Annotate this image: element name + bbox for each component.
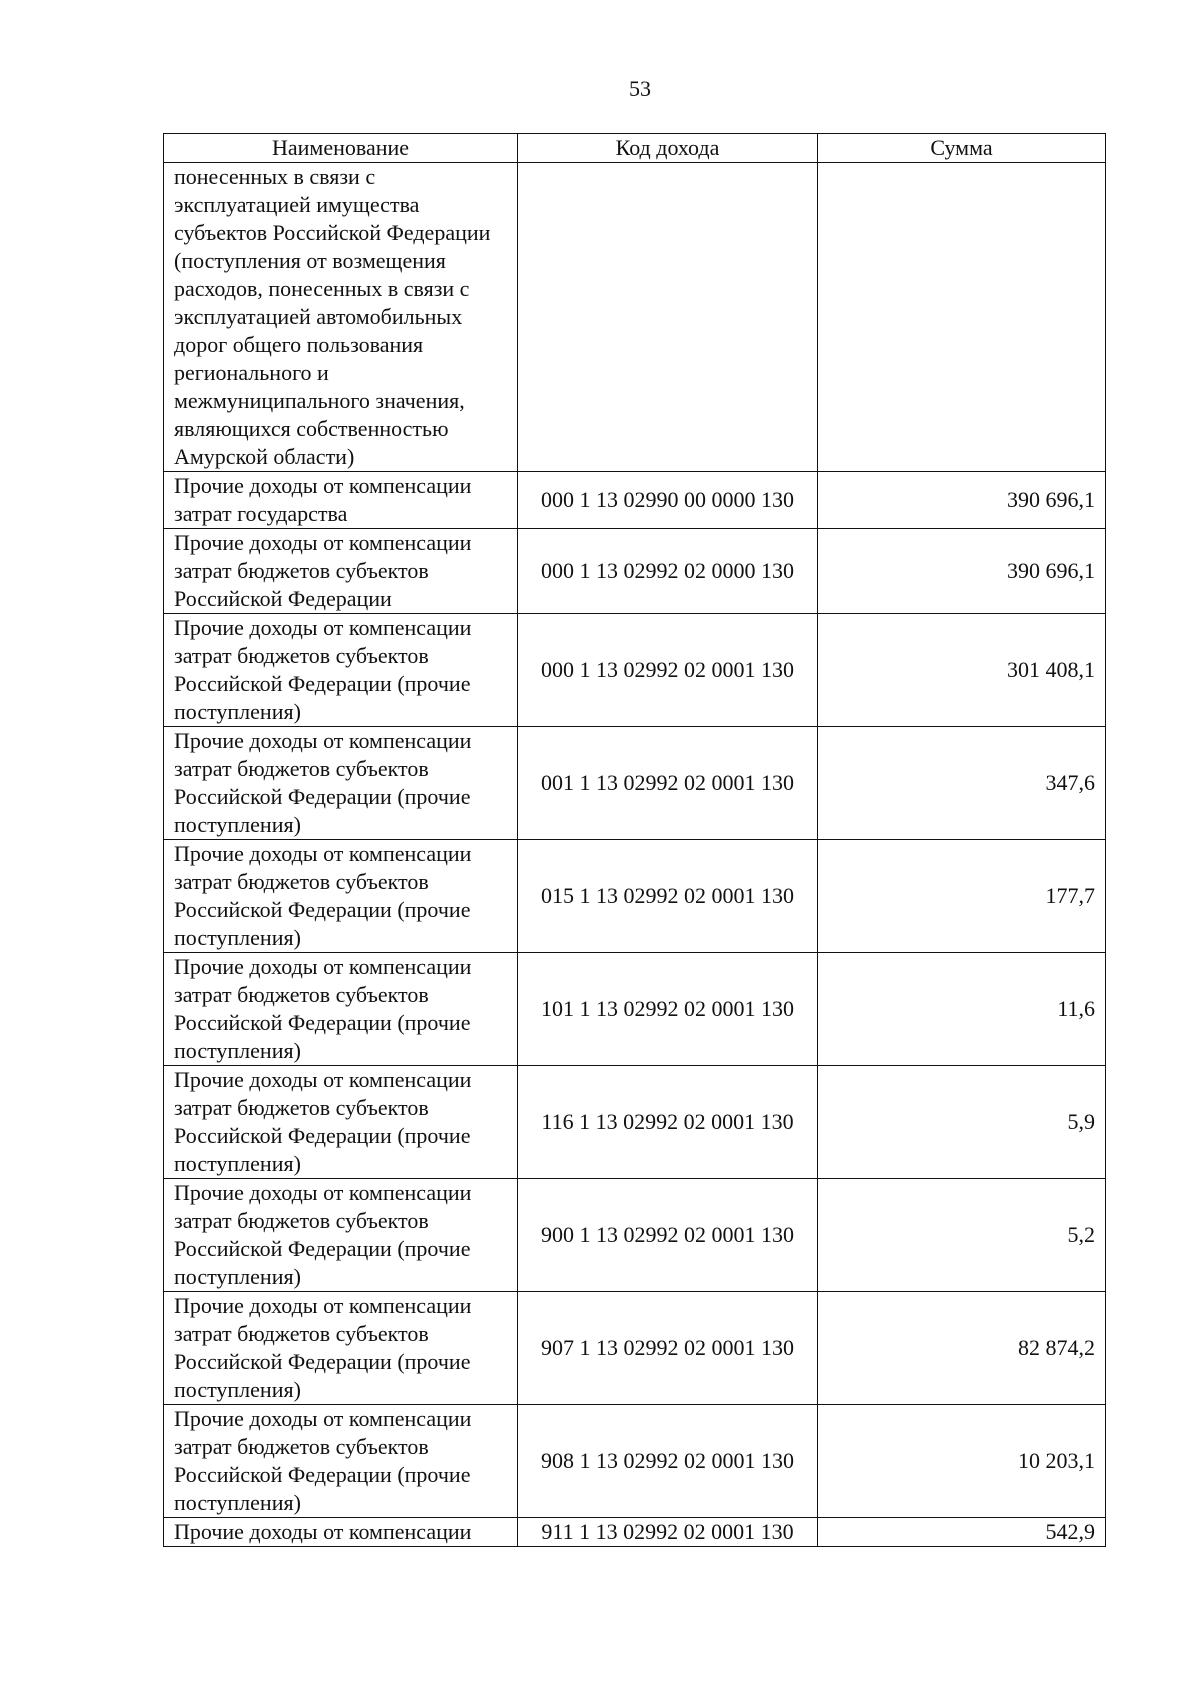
cell-sum: 301 408,1 bbox=[818, 614, 1106, 727]
cell-code: 116 1 13 02992 02 0001 130 bbox=[518, 1066, 818, 1179]
cell-code: 101 1 13 02992 02 0001 130 bbox=[518, 953, 818, 1066]
cell-sum: 82 874,2 bbox=[818, 1292, 1106, 1405]
header-sum: Сумма bbox=[818, 134, 1106, 163]
cell-name: Прочие доходы от компенсации bbox=[164, 1518, 518, 1547]
cell-name: Прочие доходы от компенсации затрат бюджетов субъектов Российской Федерации (прочие поступления) bbox=[164, 727, 518, 840]
cell-sum: 10 203,1 bbox=[818, 1405, 1106, 1518]
page-number: 53 bbox=[629, 76, 651, 101]
cell-name: понесенных в связи с эксплуатацией имущества субъектов Российской Федерации (поступления от возмещения расходов, понесенных в связи с эксплуатацией автомобильных дорог общего пользования регионального и межмуниципального значения, являющихся собственностью Амурской области) bbox=[164, 163, 518, 472]
cell-code: 000 1 13 02992 02 0001 130 bbox=[518, 614, 818, 727]
cell-sum bbox=[818, 163, 1106, 472]
cell-code: 001 1 13 02992 02 0001 130 bbox=[518, 727, 818, 840]
table-row bbox=[164, 1179, 1106, 1292]
header-name: Наименование bbox=[164, 134, 518, 163]
table-row bbox=[164, 1518, 1106, 1547]
cell-name: Прочие доходы от компенсации затрат бюджетов субъектов Российской Федерации (прочие поступления) bbox=[164, 1292, 518, 1405]
cell-name: Прочие доходы от компенсации затрат бюджетов субъектов Российской Федерации (прочие поступления) bbox=[164, 1405, 518, 1518]
table-row bbox=[164, 1405, 1106, 1518]
cell-code: 000 1 13 02990 00 0000 130 bbox=[518, 472, 818, 529]
cell-code: 000 1 13 02992 02 0000 130 bbox=[518, 529, 818, 614]
table-row bbox=[164, 472, 1106, 529]
table-row bbox=[164, 1066, 1106, 1179]
cell-name: Прочие доходы от компенсации затрат бюджетов субъектов Российской Федерации (прочие поступления) bbox=[164, 1179, 518, 1292]
cell-sum: 542,9 bbox=[818, 1518, 1106, 1547]
table-row bbox=[164, 529, 1106, 614]
cell-name: Прочие доходы от компенсации затрат бюджетов субъектов Российской Федерации (прочие поступления) bbox=[164, 614, 518, 727]
cell-name: Прочие доходы от компенсации затрат государства bbox=[164, 472, 518, 529]
cell-name: Прочие доходы от компенсации затрат бюджетов субъектов Российской Федерации (прочие поступления) bbox=[164, 1066, 518, 1179]
cell-sum: 11,6 bbox=[818, 953, 1106, 1066]
cell-code: 015 1 13 02992 02 0001 130 bbox=[518, 840, 818, 953]
cell-name: Прочие доходы от компенсации затрат бюджетов субъектов Российской Федерации bbox=[164, 529, 518, 614]
cell-sum: 390 696,1 bbox=[818, 529, 1106, 614]
cell-code: 907 1 13 02992 02 0001 130 bbox=[518, 1292, 818, 1405]
cell-name: Прочие доходы от компенсации затрат бюджетов субъектов Российской Федерации (прочие поступления) bbox=[164, 953, 518, 1066]
table-row bbox=[164, 614, 1106, 727]
cell-sum: 390 696,1 bbox=[818, 472, 1106, 529]
cell-sum: 177,7 bbox=[818, 840, 1106, 953]
cell-sum: 5,2 bbox=[818, 1179, 1106, 1292]
cell-code: 908 1 13 02992 02 0001 130 bbox=[518, 1405, 818, 1518]
table-header-row bbox=[164, 134, 1106, 163]
table-row bbox=[164, 1292, 1106, 1405]
cell-code bbox=[518, 163, 818, 472]
cell-code: 900 1 13 02992 02 0001 130 bbox=[518, 1179, 818, 1292]
cell-sum: 5,9 bbox=[818, 1066, 1106, 1179]
cell-code: 911 1 13 02992 02 0001 130 bbox=[518, 1518, 818, 1547]
table-row bbox=[164, 163, 1106, 472]
table-row bbox=[164, 727, 1106, 840]
table-row bbox=[164, 953, 1106, 1066]
cell-sum: 347,6 bbox=[818, 727, 1106, 840]
header-code: Код дохода bbox=[518, 134, 818, 163]
table-row bbox=[164, 840, 1106, 953]
revenue-table bbox=[163, 133, 1106, 1547]
cell-name: Прочие доходы от компенсации затрат бюджетов субъектов Российской Федерации (прочие поступления) bbox=[164, 840, 518, 953]
